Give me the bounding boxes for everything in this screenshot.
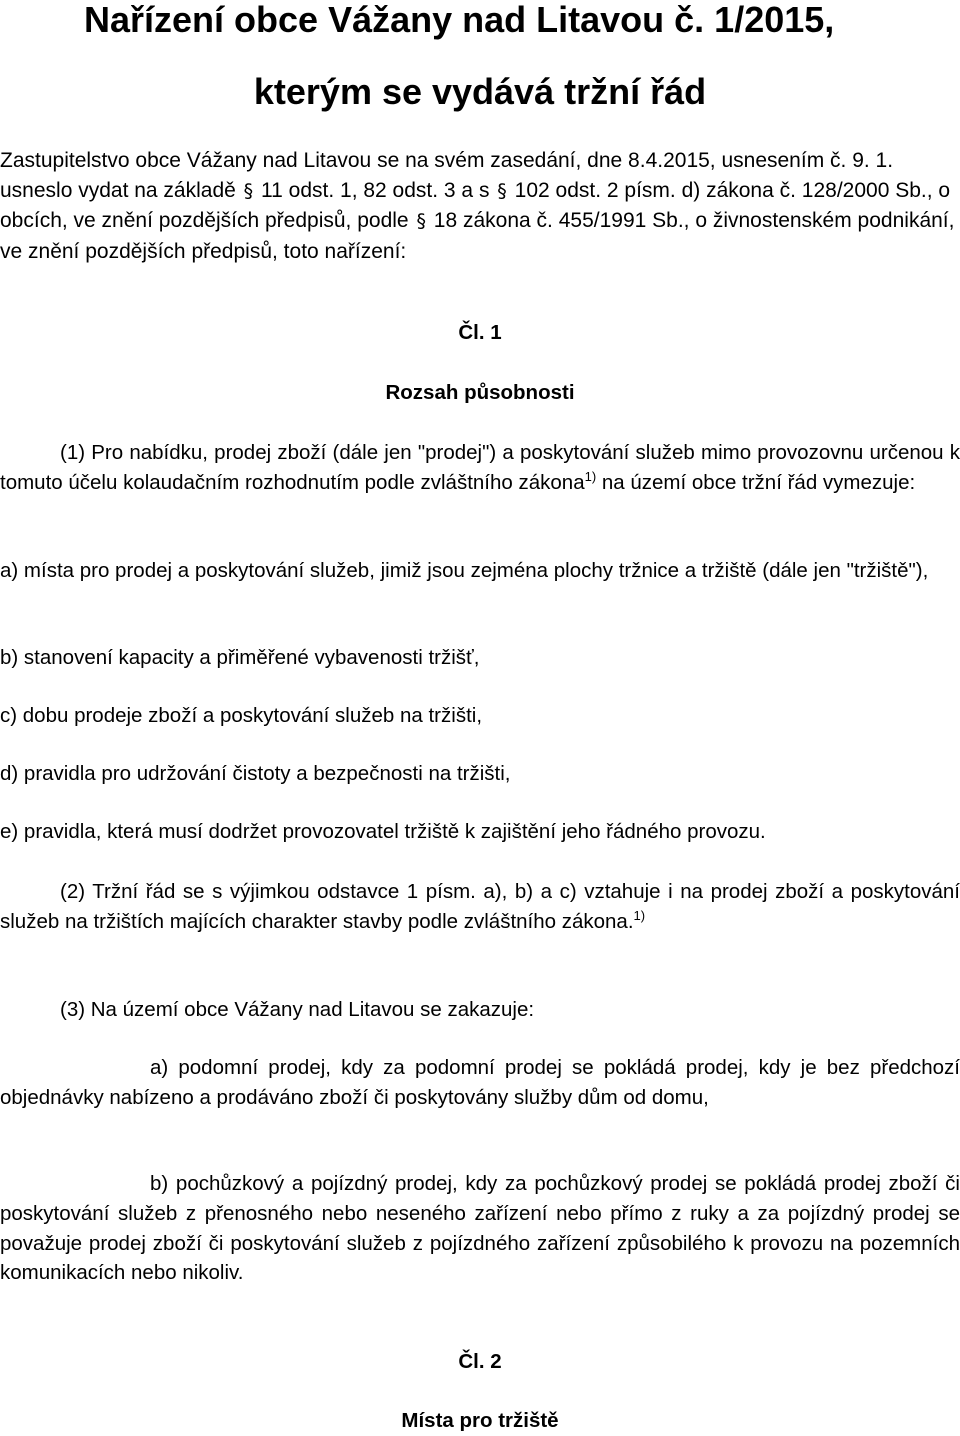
list-item-d: d) pravidla pro udržování čistoty a bezpečnosti na tržišti,: [0, 762, 511, 785]
article2-subheading: Místa pro tržiště: [401, 1409, 559, 1432]
article1-paragraph3-a: a) podomní prodej, kdy za podomní prodej se pokládá prodej, kdy je bez předchozí objednávky nabízeno a prodáváno zboží či poskytovány služby dům od domu,: [0, 1056, 960, 1109]
intro-text-3: 102 odst. 2 písm. d) zákona č. 128/2000 Sb., o obcích, ve znění pozdějších předpisů, podle: [0, 179, 951, 233]
section-symbol: §: [497, 180, 507, 203]
section-symbol: §: [243, 180, 254, 203]
list-item-b: b) stanovení kapacity a přiměřené vybavenosti tržišť,: [0, 646, 480, 669]
article1-heading: Čl. 1: [458, 321, 502, 344]
footnote-ref: 1): [584, 468, 597, 484]
footnote-ref: 1): [633, 907, 646, 923]
document-title-line2: kterým se vydává tržní řád: [253, 71, 707, 112]
article1-paragraph3: (3) Na území obce Vážany nad Litavou se zakazuje:: [60, 998, 535, 1021]
article1-paragraph1: [0, 438, 960, 498]
intro-paragraph: [0, 146, 960, 267]
document-title-line1: Nařízení obce Vážany nad Litavou č. 1/2015,: [84, 0, 835, 40]
list-item-a: a) místa pro prodej a poskytování služeb, jimiž jsou zejména plochy tržnice a tržiště (dále jen "tržiště"),: [0, 559, 929, 582]
intro-text-2: 11 odst. 1, 82 odst. 3 a s: [261, 179, 490, 203]
section-symbol: §: [416, 210, 426, 233]
paragraph2-text: (2) Tržní řád se s výjimkou odstavce 1 písm. a), b) a c) vztahuje i na prodej zboží a poskytování služeb na tržištích majících charakter stavby podle zvláštního zákona.: [0, 880, 960, 933]
list-item-e: e) pravidla, která musí dodržet provozovatel tržiště k zajištění jeho řádného provozu.: [0, 820, 766, 843]
intro-text-4: 18 zákona č. 455/1991 Sb., o živnostenském podnikání, ve znění pozdějších předpisů, toto nařízení:: [0, 209, 955, 263]
article1-paragraph2: [0, 877, 960, 937]
paragraph1-end: na území obce tržní řád vymezuje:: [596, 470, 916, 494]
article2-heading: Čl. 2: [458, 1350, 502, 1373]
list-item-c: c) dobu prodeje zboží a poskytování služeb na tržišti,: [0, 704, 483, 727]
article1-subheading: Rozsah působnosti: [385, 381, 575, 404]
article1-paragraph3-b: b) pochůzkový a pojízdný prodej, kdy za pochůzkový prodej se pokládá prodej zboží či poskytování služeb z přenosného nebo neseného zařízení nebo přímo z ruky a za pojízdný prodej se považuje prodej zboží či poskytování služeb z pojízdného zařízení způsobilého k provozu na pozemních komunikacích nebo nikoliv.: [0, 1172, 960, 1285]
paragraph1-text: (1) Pro nabídku, prodej zboží (dále jen "prodej") a poskytování služeb mimo provozovnu určenou k tomuto účelu kolaudačním rozhodnutím podle zvláštního zákona: [0, 441, 960, 494]
intro-text-1: Zastupitelstvo obce Vážany nad Litavou se na svém zasedání, dne 8.4.2015, usnesením č. 9. 1. usneslo vydat na základě: [0, 149, 894, 203]
